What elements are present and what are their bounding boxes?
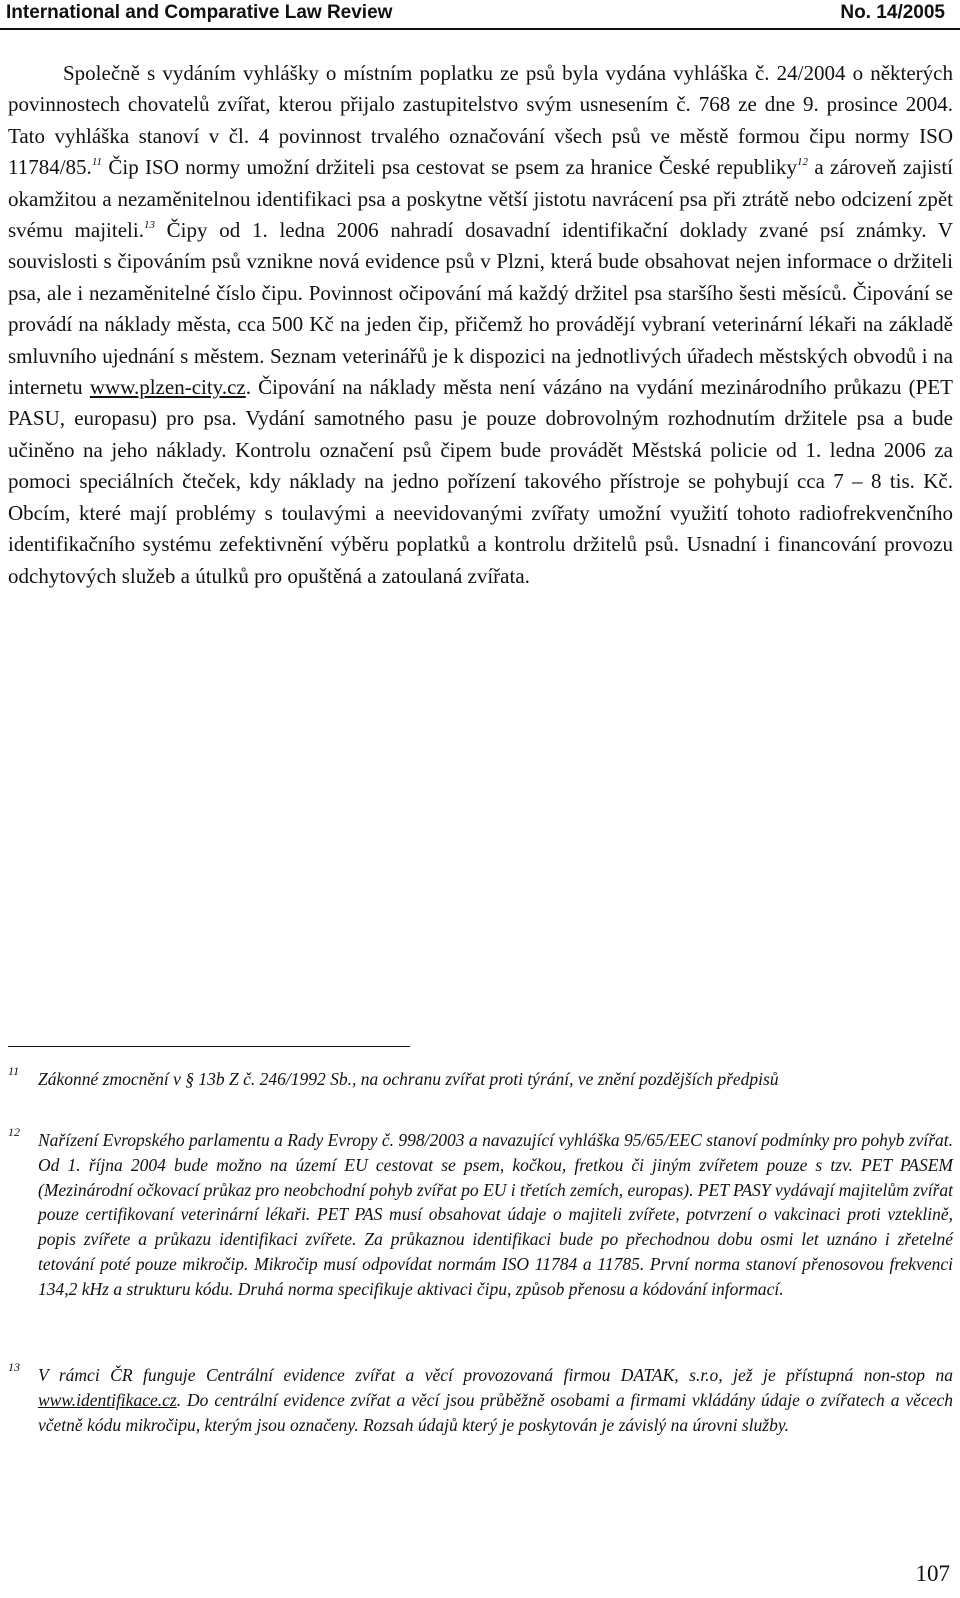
main-text bbox=[8, 58, 953, 592]
footnote-ref-13[interactable]: 13 bbox=[143, 219, 155, 232]
page-number: 107 bbox=[915, 1561, 950, 1586]
footnote-number: 13 bbox=[8, 1360, 20, 1374]
footnote-text-part: . Do centrální evidence zvířat a věcí jsou průběžně osobami a firmami vkládány údaje o zvířatech a věcech včetně kódu mikročipu, kterým jsou označeny. Rozsah údajů který je poskytován je závislý na úrovni služby. bbox=[38, 1389, 953, 1435]
identifikace-link[interactable]: www.identifikace.cz bbox=[38, 1389, 177, 1410]
footnote-text: Nařízení Evropského parlamentu a Rady Evropy č. 998/2003 a navazující vyhláška 95/65/EEC stanoví podmínky pro pohyb zvířat. Od 1. října 2004 bude možno na území EU cestovat se psem, kočkou, fretkou či jiným zvířetem pouze s tzv. PET PASEM (Mezinárodní očkovací průkaz pro neobchodní pohyb zvířat po EU i třetích zemích, europas). PET PASY vydávají majitelům zvířat pouze certifikovaní veterinární lékaři. PET PAS musí obsahovat údaje o majiteli zvířete, potvrzení o vakcinaci proti vzteklině, popis zvířete a průkazu identifikaci zvířete. Za průkaznou identifikaci bude po přechodnou dobu osmi let uznáno i zřetelné tetování poté pouze mikročip. Mikročip musí odpovídat normám ISO 11784 a 11785. První norma stanoví přenosovou frekvenci 134,2 kHz a strukturu kódu. Druhá norma specifikuje aktivaci čipu, způsob přenosu a kódování informací. bbox=[38, 1130, 953, 1299]
footnote-text-part: V rámci ČR funguje Centrální evidence zvířat a věcí provozovaná firmou DATAK, s.r.o, jež je přístupná non-stop na bbox=[38, 1365, 953, 1385]
paragraph-text: Společně s vydáním vyhlášky o místním poplatku ze psů byla vydána vyhláška č. 24/2004 o některých povinnostech chovatelů zvířat, kterou přijalo zastupitelstvo svým usnesením č. 768 ze dne 9. prosince 2004. Tato vyhláška stanoví v čl. 4 povinnost trvalého označování všech psů ve městě formou čipu normy ISO 11784/85. bbox=[8, 61, 953, 180]
footnote-11 bbox=[8, 1064, 953, 1092]
plzen-city-link[interactable]: www.plzen-city.cz bbox=[89, 375, 246, 400]
paragraph-text: . Čipování na náklady města není vázáno na vydání mezinárodního průkazu (PET PASU, europasu) pro psa. Vydání samotného pasu je pouze dobrovolným rozhodnutím držitele psa a bude učiněno na jeho náklady. Kontrolu označení psů čipem bude provádět Městská policie od 1. ledna 2006 za pomoci speciálních čteček, kdy náklady na jedno pořízení takového přístroje se pohybují cca 7 – 8 tis. Kč. Obcím, které mají problémy s toulavými a neevidovanými zvířaty umožní využití tohoto radiofrekvenčního identifikačního systému zefektivnění výběru poplatků a kontrolu držitelů psů. Usnadní i financování provozu odchytových služeb a útulků pro opuštěná a zatoulaná zvířata. bbox=[8, 375, 953, 588]
running-header bbox=[0, 0, 960, 30]
journal-title: International and Comparative Law Review bbox=[6, 2, 393, 23]
footnote-number: 11 bbox=[8, 1064, 20, 1078]
main-paragraph bbox=[8, 58, 953, 592]
paragraph-text: a zároveň zajistí okamžitou a nezaměnitelnou identifikaci psa a poskytne větší jistotu navrácení psa při ztrátě nebo odcizení zpět svému majiteli. bbox=[8, 155, 953, 243]
issue-number: No. 14/2005 bbox=[840, 2, 945, 23]
header-rule bbox=[0, 28, 960, 30]
footnote-ref-12[interactable]: 12 bbox=[796, 156, 808, 169]
footnote-number: 12 bbox=[8, 1125, 20, 1139]
footnote-text: Zákonné zmocnění v § 13b Z č. 246/1992 Sb., na ochranu zvířat proti týrání, ve znění pozdějších předpisů bbox=[38, 1069, 779, 1089]
footnote-ref-11[interactable]: 11 bbox=[91, 156, 102, 169]
footnote-text bbox=[38, 1363, 953, 1437]
footnote-separator bbox=[8, 1046, 410, 1047]
footnote-13 bbox=[8, 1360, 953, 1437]
paragraph-text: Čip ISO normy umožní držiteli psa cestovat se psem za hranice České republiky bbox=[102, 155, 797, 180]
paragraph-text: Čipy od 1. ledna 2006 nahradí dosavadní identifikační doklady zvané psí známky. V souvislosti s čipováním psů vznikne nová evidence psů v Plzni, která bude obsahovat nejen informace o držiteli psa, ale i nezaměnitelné číslo čipu. Povinnost očipování má každý držitel psa staršího šesti měsíců. Čipování se provádí na náklady města, cca 500 Kč na jeden čip, přičemž ho provádějí vybraní veterinární lékaři na základě smluvního ujednání s městem. Seznam veterinářů je k dispozici na jednotlivých úřadech městských obvodů i na internetu bbox=[8, 218, 953, 400]
footnote-12 bbox=[8, 1125, 953, 1302]
